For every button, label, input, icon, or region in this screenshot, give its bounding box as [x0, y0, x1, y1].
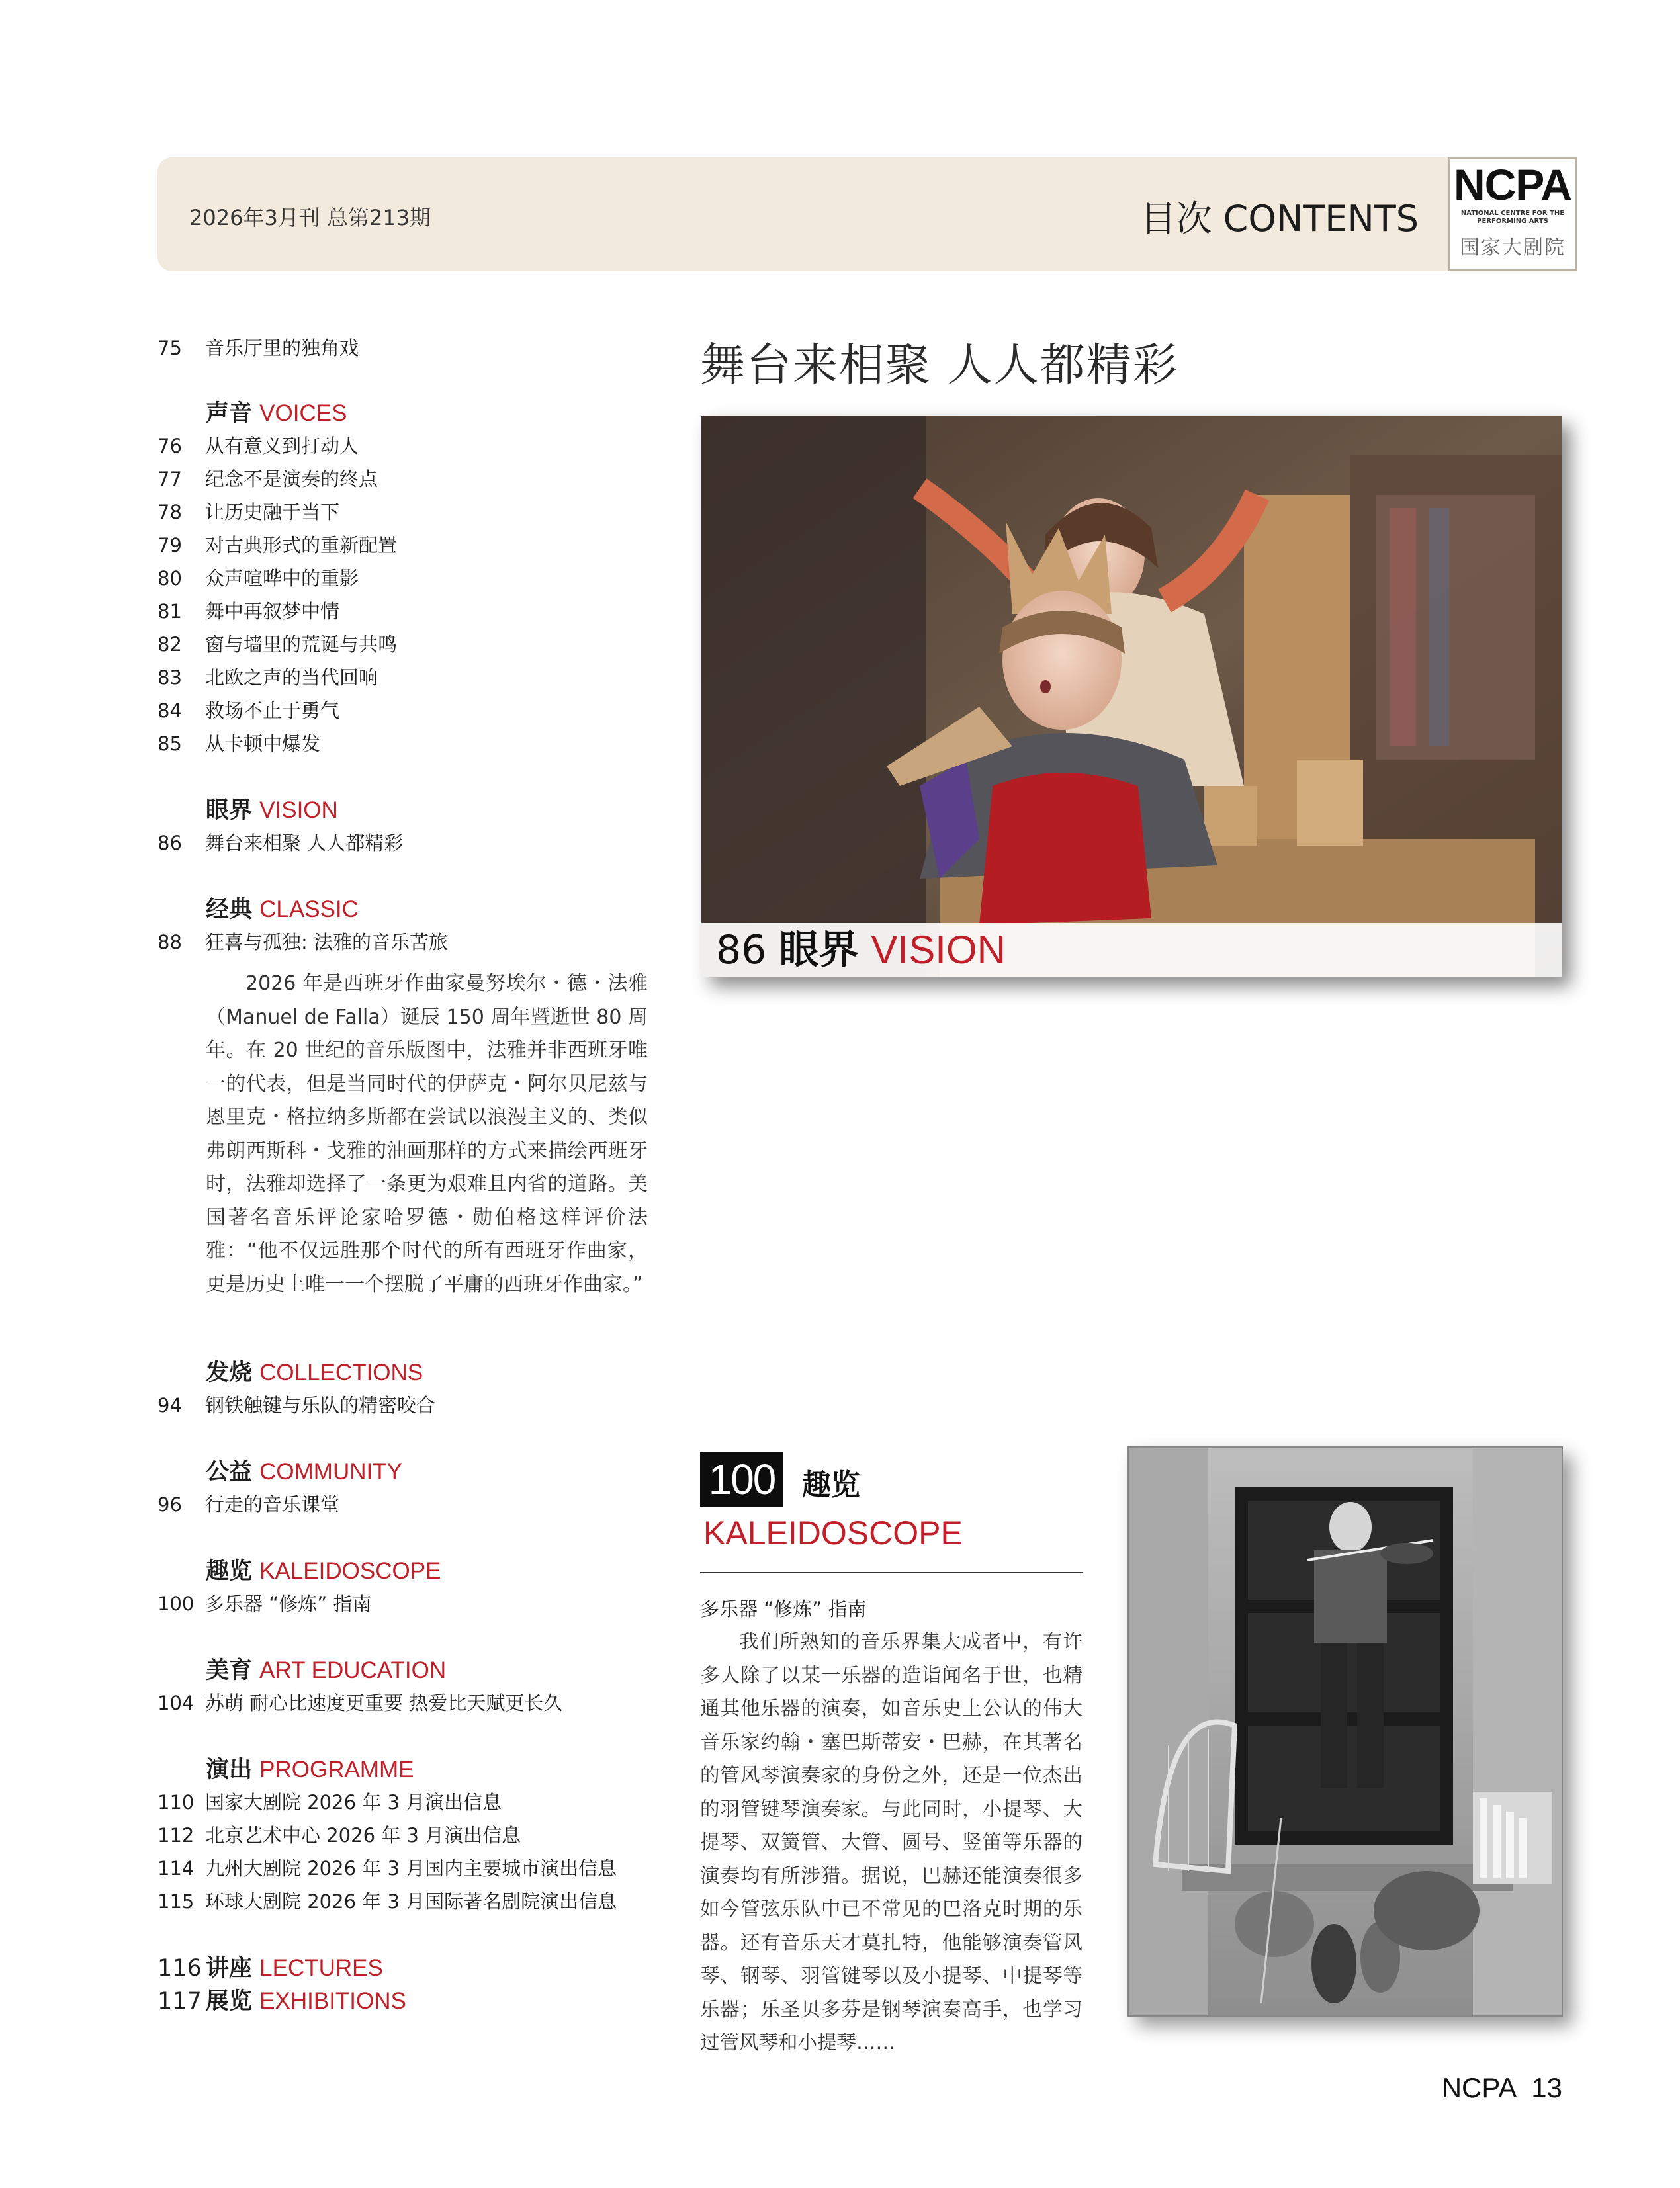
toc-page-number: 100 [157, 1593, 195, 1615]
toc-item[interactable] [157, 830, 403, 856]
divider [700, 1572, 1083, 1573]
section-en: PROGRAMME [259, 1757, 414, 1782]
toc-title: 窗与墙里的荒诞与共鸣 [205, 633, 398, 656]
toc-page-number: 82 [157, 633, 182, 656]
toc-page-number: 117 [157, 1988, 202, 2015]
feature-title: 舞台来相聚 人人都精彩 [700, 339, 1179, 392]
page-footer [1442, 2072, 1562, 2104]
section-heading-voices [206, 398, 347, 429]
section-cn: 展览 [206, 1988, 253, 2015]
toc-title: 众声喧哗中的重影 [205, 567, 359, 590]
section-cn: 眼界 [206, 797, 253, 824]
section-heading-art-education [206, 1655, 446, 1686]
toc-page-number: 76 [157, 435, 182, 457]
page-number: 13 [1531, 2072, 1562, 2103]
section-en: COMMUNITY [259, 1459, 402, 1485]
section-en: LECTURES [259, 1955, 383, 1981]
toc-page-number: 77 [157, 468, 182, 490]
toc-title: 让历史融于当下 [205, 501, 340, 523]
toc-title: 音乐厅里的独角戏 [205, 337, 359, 359]
toc-title: 北京艺术中心 2026 年 3 月演出信息 [205, 1824, 521, 1847]
kaleidoscope-cn-title: 趣览 [802, 1468, 860, 1502]
section-cn: 演出 [206, 1757, 253, 1783]
toc-title: 舞中再叙梦中情 [205, 600, 340, 623]
toc-title: 北欧之声的当代回响 [205, 666, 378, 689]
toc-item[interactable] [157, 532, 397, 558]
vision-feature-photo[interactable] [701, 416, 1562, 977]
caption-cn: 眼界 [779, 927, 859, 973]
toc-page-number: 81 [157, 600, 182, 623]
classic-summary-text: 2026 年是西班牙作曲家曼努埃尔・德・法雅（Manuel de Falla）诞辰 150 周年暨逝世 80 周年。在 20 世纪的音乐版图中，法雅并非西班牙唯一的代表，但是当同时代的伊萨克・阿尔贝尼兹与恩里克・格拉纳多斯都在尝试以浪漫主义的、类似弗朗西斯科・戈雅的油画那样的方式来描绘西班牙时，法雅却选择了一条更为艰难且内省的道路。美国著名音乐评论家哈罗德・勋伯格这样评价法雅：“他不仅远胜那个时代的所有西班牙作曲家，更是历史上唯一一个摆脱了平庸的西班牙作曲家。” [206, 972, 648, 1296]
footer-brand: NCPA [1441, 2072, 1517, 2103]
toc-page-number: 75 [157, 337, 182, 359]
toc-item[interactable] [157, 1591, 372, 1617]
toc-item[interactable] [157, 598, 339, 625]
toc-page-number: 114 [157, 1857, 195, 1880]
section-heading-exhibitions[interactable] [157, 1986, 406, 2017]
section-en: EXHIBITIONS [259, 1988, 406, 2014]
section-en: VOICES [259, 400, 347, 426]
vision-caption-bar [701, 923, 1562, 977]
toc-title: 舞台来相聚 人人都精彩 [205, 832, 404, 854]
toc-page-number: 104 [157, 1692, 195, 1714]
kaleidoscope-en-title: KALEIDOSCOPE [703, 1514, 963, 1552]
toc-page-number: 79 [157, 534, 182, 556]
toc-page-number: 88 [157, 931, 182, 953]
toc-title: 狂喜与孤独: 法雅的音乐苦旅 [205, 931, 448, 953]
toc-item[interactable] [157, 631, 397, 658]
toc-page-number: 86 [157, 832, 182, 854]
caption-page-number: 86 [716, 927, 767, 973]
toc-title: 从有意义到打动人 [205, 435, 359, 457]
toc-title: 从卡顿中爆发 [205, 732, 321, 755]
toc-page-number: 94 [157, 1394, 182, 1417]
section-heading-lectures[interactable] [157, 1953, 383, 1984]
toc-item[interactable] [157, 730, 320, 757]
toc-page-number: 116 [157, 1955, 202, 1982]
section-heading-vision [206, 795, 338, 826]
toc-title: 纪念不是演奏的终点 [205, 468, 378, 490]
toc-page-number: 96 [157, 1493, 182, 1516]
issue-info: 2026年3月刊 总第213期 [189, 205, 431, 230]
toc-item[interactable] [157, 929, 448, 955]
toc-item[interactable] [157, 1690, 562, 1716]
section-cn: 讲座 [206, 1955, 253, 1982]
header-bar [157, 157, 1577, 271]
toc-item[interactable] [157, 1789, 502, 1816]
section-heading-community [206, 1457, 402, 1487]
toc-title: 国家大剧院 2026 年 3 月演出信息 [205, 1791, 502, 1814]
toc-item[interactable] [157, 1491, 339, 1518]
section-heading-kaleidoscope [206, 1556, 441, 1587]
toc-item[interactable] [157, 335, 359, 361]
section-cn: 公益 [206, 1459, 253, 1485]
ncpa-logo [1448, 157, 1577, 271]
section-en: VISION [259, 797, 338, 823]
musician-instruments-photo [1129, 1448, 1562, 2015]
toc-title: 环球大剧院 2026 年 3 月国际著名剧院演出信息 [205, 1890, 617, 1913]
toc-page-number: 83 [157, 666, 182, 689]
toc-title: 苏萌 耐心比速度更重要 热爱比天赋更长久 [205, 1692, 563, 1714]
section-heading-classic [206, 895, 359, 925]
toc-page-number: 78 [157, 501, 182, 523]
toc-page-number: 84 [157, 699, 182, 722]
section-cn: 趣览 [206, 1558, 253, 1585]
kaleidoscope-subtitle: 多乐器 “修炼” 指南 [700, 1598, 867, 1620]
children-costume-photo [701, 416, 1562, 977]
toc-item[interactable] [157, 697, 339, 724]
section-en: KALEIDOSCOPE [259, 1558, 441, 1584]
section-cn: 经典 [206, 897, 253, 923]
toc-item[interactable] [157, 1855, 617, 1882]
caption-en: VISION [871, 928, 1006, 972]
section-cn: 声音 [206, 400, 253, 427]
toc-page-number: 80 [157, 567, 182, 590]
toc-title: 钢铁触键与乐队的精密咬合 [205, 1394, 436, 1417]
toc-title: 对古典形式的重新配置 [205, 534, 398, 556]
logo-chinese-name: 国家大剧院 [1460, 236, 1566, 259]
logo-wordmark: NCPA [1453, 160, 1572, 209]
kaleidoscope-page-number: 100 [700, 1452, 783, 1507]
toc-item[interactable] [157, 433, 359, 459]
contents-title: 目次 CONTENTS [1140, 198, 1419, 240]
toc-title: 多乐器 “修炼” 指南 [205, 1593, 372, 1615]
section-heading-programme [206, 1755, 414, 1785]
toc-page-number: 115 [157, 1890, 195, 1913]
kaleidoscope-photo[interactable] [1127, 1446, 1563, 2017]
section-en: CLASSIC [259, 897, 359, 922]
toc-item[interactable] [157, 466, 378, 492]
toc-item[interactable] [157, 1392, 435, 1419]
toc-item[interactable] [157, 499, 339, 525]
toc-item[interactable] [157, 1888, 617, 1915]
logo-subtitle: NATIONAL CENTRE FOR THE PERFORMING ARTS [1460, 210, 1565, 225]
section-en: ART EDUCATION [259, 1657, 447, 1683]
section-en: COLLECTIONS [259, 1360, 423, 1385]
toc-title: 救场不止于勇气 [205, 699, 340, 722]
toc-item[interactable] [157, 1822, 521, 1849]
toc-item[interactable] [157, 664, 378, 691]
section-cn: 发烧 [206, 1360, 253, 1386]
toc-item[interactable] [157, 565, 359, 591]
kaleidoscope-body-text: 我们所熟知的音乐界集大成者中，有许多人除了以某一乐器的造诣闻名于世，也精通其他乐器的演奏，如音乐史上公认的伟大音乐家约翰・塞巴斯蒂安・巴赫，在其著名的管风琴演奏家的身份之外，还是一位杰出的羽管键琴演奏家。与此同时，小提琴、大提琴、双簧管、大管、圆号、竖笛等乐器的演奏均有所涉猎。据说，巴赫还能演奏很多如今管弦乐队中已不常见的巴洛克时期的乐器。还有音乐天才莫扎特，他能够演奏管风琴、钢琴、羽管键琴以及小提琴、中提琴等乐器；乐圣贝多芬是钢琴演奏高手，也学习过管风琴和小提琴…… [700, 1630, 1083, 2054]
toc-page-number: 85 [157, 732, 182, 755]
section-heading-collections [206, 1358, 423, 1388]
toc-page-number: 110 [157, 1791, 195, 1814]
toc-page-number: 112 [157, 1824, 195, 1847]
section-cn: 美育 [206, 1657, 253, 1684]
toc-title: 九州大剧院 2026 年 3 月国内主要城市演出信息 [205, 1857, 617, 1880]
toc-title: 行走的音乐课堂 [205, 1493, 340, 1516]
